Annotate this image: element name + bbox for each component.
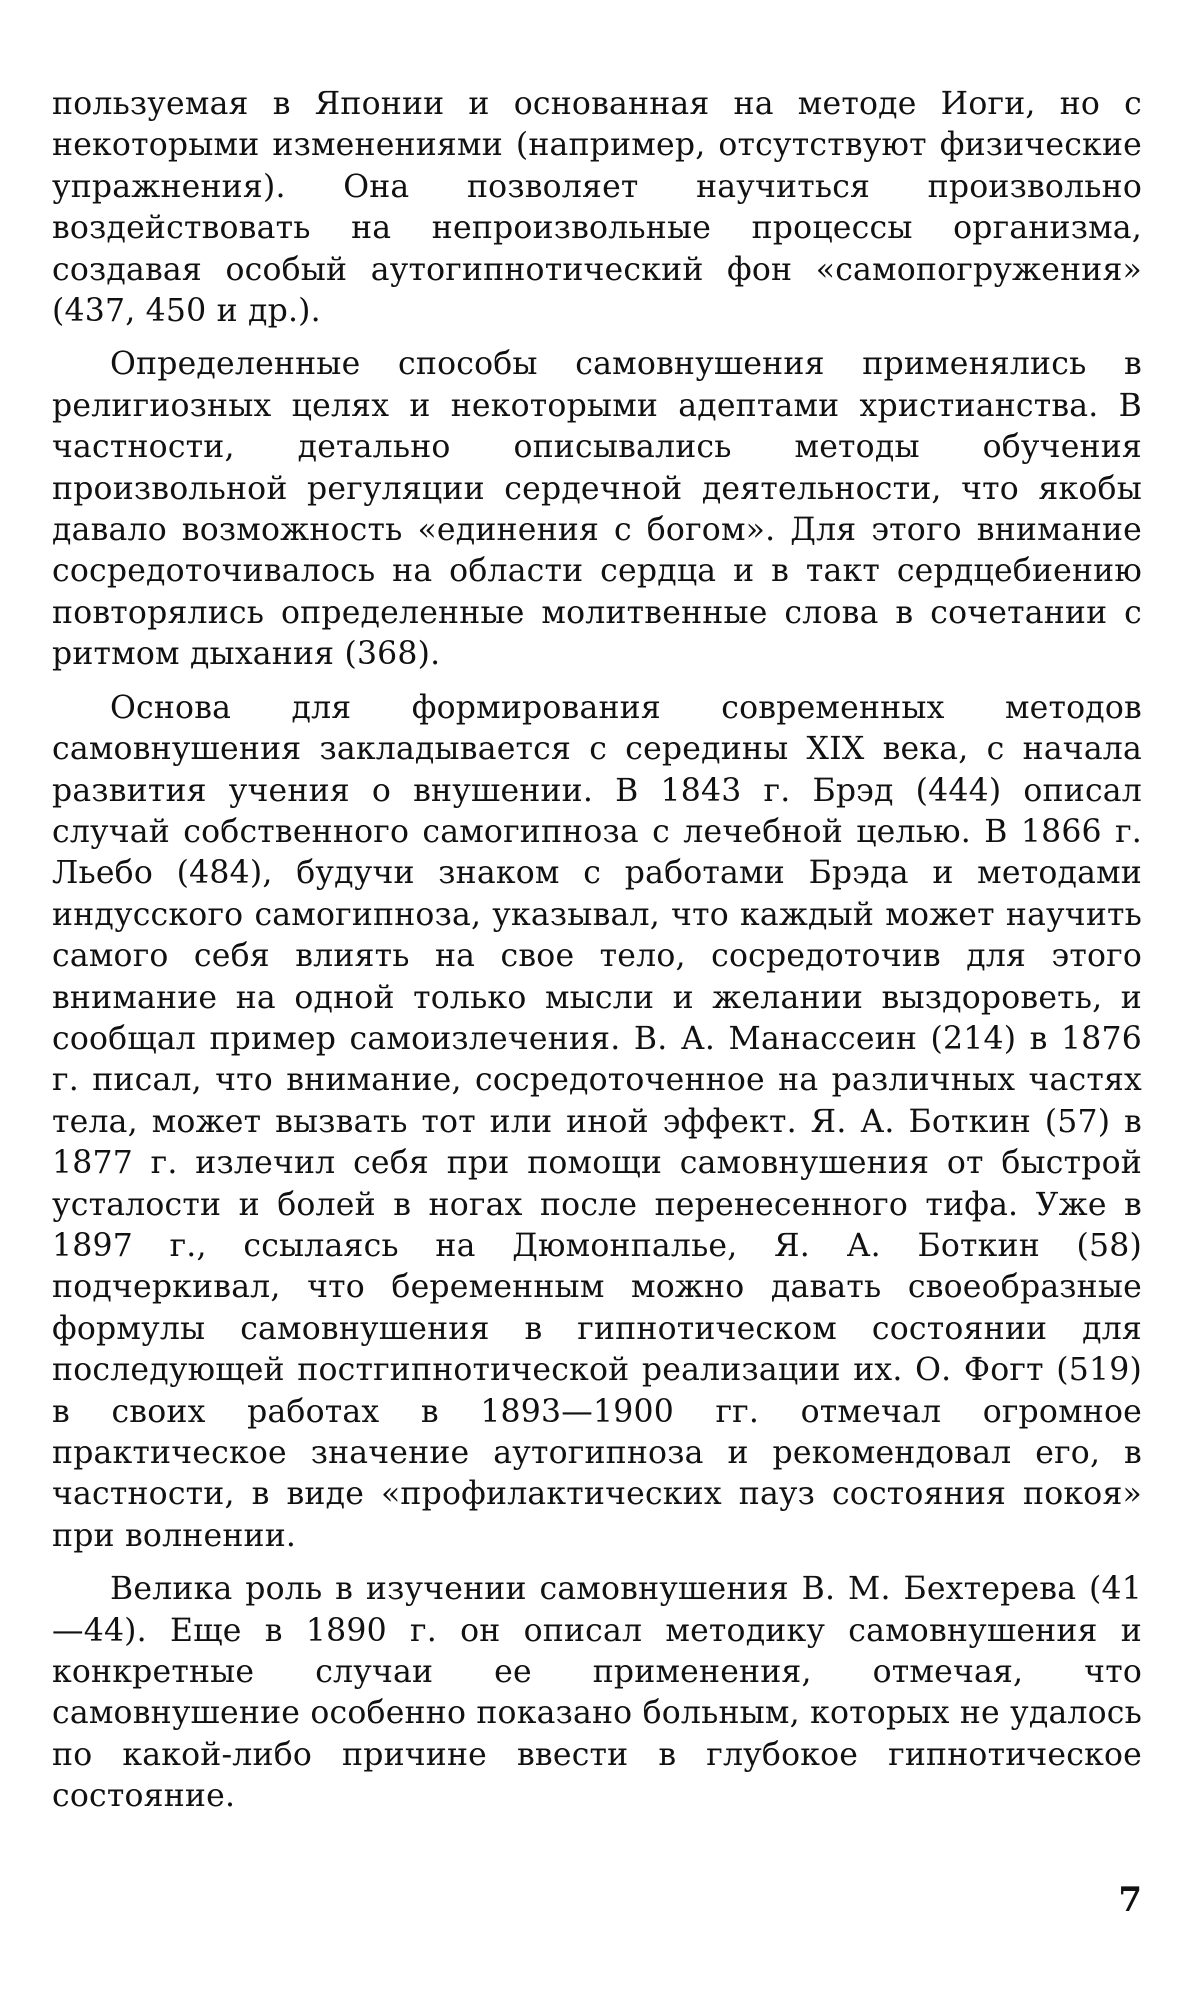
paragraph-2: Определенные способы самовнушения применялись в религиозных целях и некоторыми адептами христианства. В частности, детально описывались методы обучения произвольной регуляции сердечной деятельности, что якобы давало возможность «единения с богом». Для этого внимание сосредоточивалось на области сердца и в такт сердцебиению повторялись определенные молитвенные слова в сочетании с ритмом дыхания (368).: [52, 346, 1142, 673]
paragraph-4: Велика роль в изучении самовнушения В. М. Бехтерева (41—44). Еще в 1890 г. он описал методику самовнушения и конкретные случаи ее применения, отмечая, что самовнушение особенно показано больным, которых не удалось по какой-либо причине ввести в глубокое гипнотическое состояние.: [52, 1571, 1142, 1815]
paragraph-1: пользуемая в Японии и основанная на методе Иоги, но с некоторыми изменениями (например, отсутствуют физические упражнения). Она позволяет научиться произвольно воздействовать на непроизвольные процессы организма, создавая особый аутогипнотический фон «самопогружения» (437, 450 и др.).: [52, 86, 1142, 330]
page-number: 7: [1118, 1880, 1142, 1920]
paragraph-3: Основа для формирования современных методов самовнушения закладывается с середины XIX века, с начала развития учения о внушении. В 1843 г. Брэд (444) описал случай собственного самогипноза с лечебной целью. В 1866 г. Льебо (484), будучи знаком с работами Брэда и методами индусского самогипноза, указывал, что каждый может научить самого себя влиять на свое тело, сосредоточив для этого внимание на одной только мысли и желании выздороветь, и сообщал пример самоизлечения. В. А. Манассеин (214) в 1876 г. писал, что внимание, сосредоточенное на различных частях тела, может вызвать тот или иной эффект. Я. А. Боткин (57) в 1877 г. излечил себя при помощи самовнушения от быстрой усталости и болей в ногах после перенесенного тифа. Уже в 1897 г., ссылаясь на Дюмонпалье, Я. А. Боткин (58) подчеркивал, что беременным можно давать своеобразные формулы самовнушения в гипнотическом состоянии для последующей постгипнотической реализации их. О. Фогт (519) в своих работах в 1893—1900 гг. отмечал огромное практическое значение аутогипноза и рекомендовал его, в частности, в виде «профилактических пауз состояния покоя» при волнении.: [52, 689, 1142, 1554]
page-body: [52, 84, 1142, 1830]
